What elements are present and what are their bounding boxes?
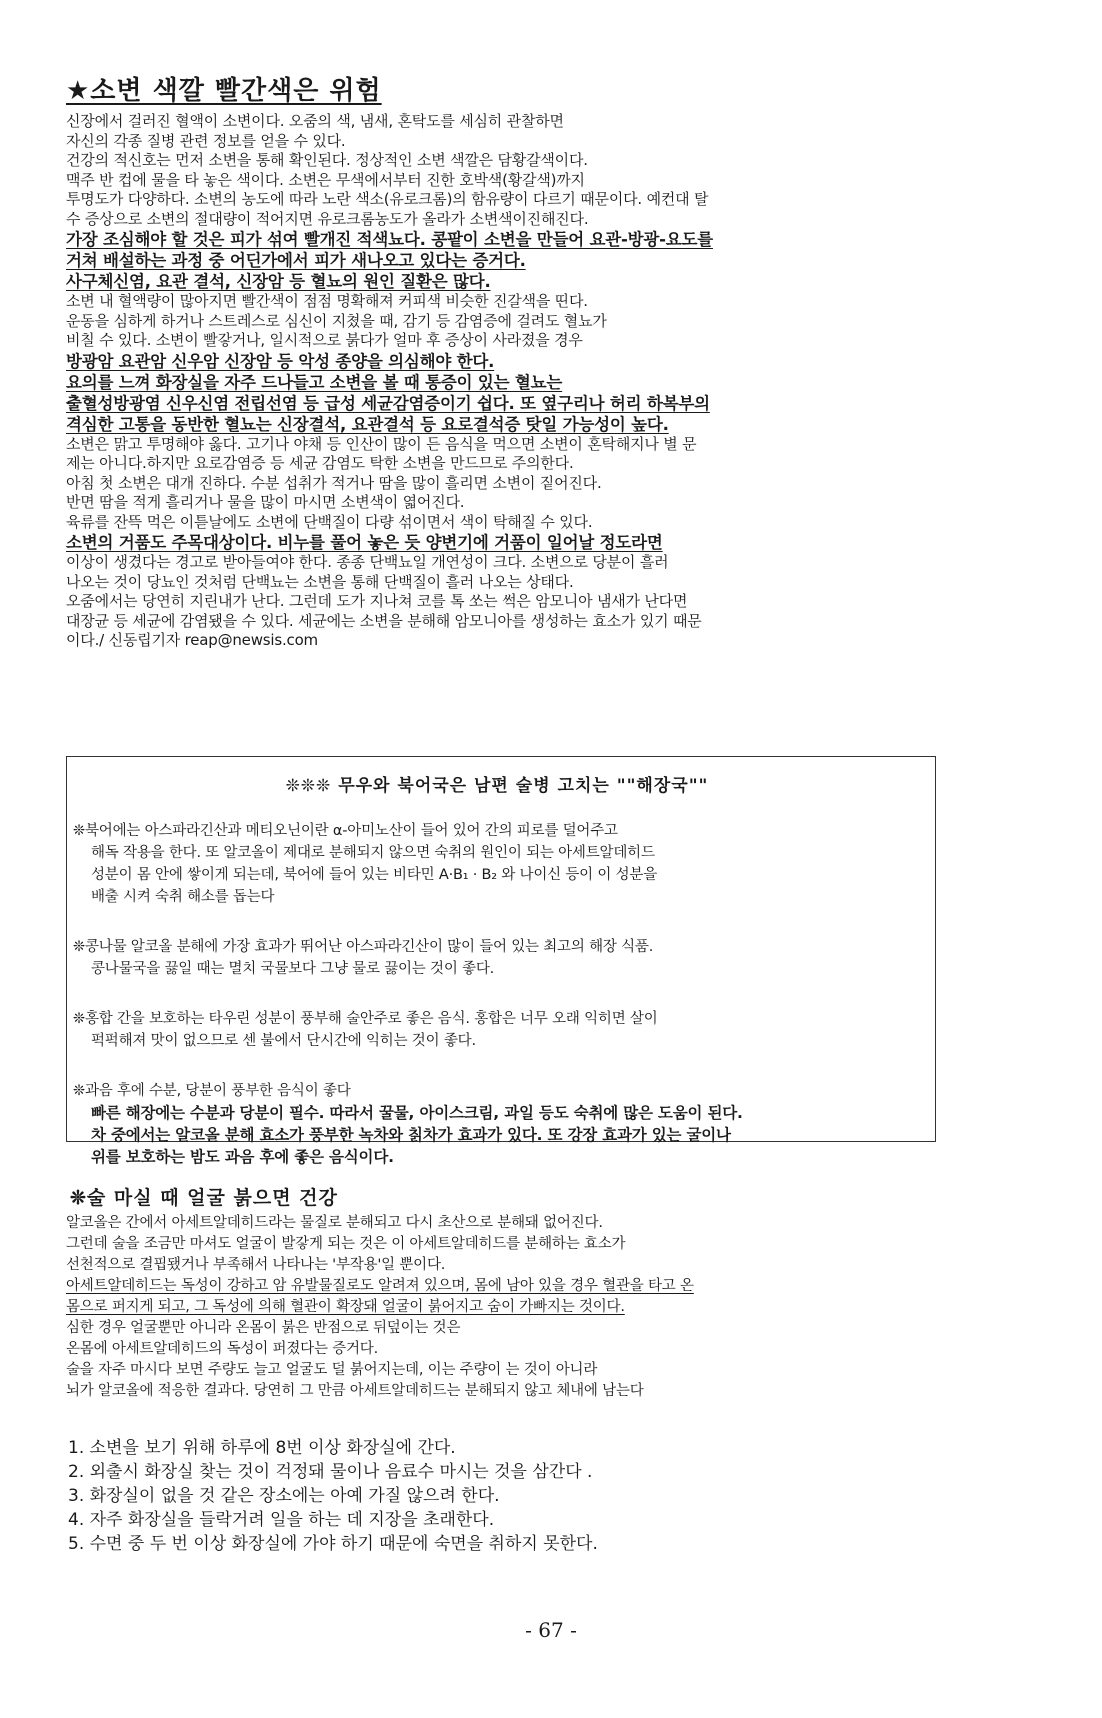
body-line: 맥주 반 컵에 물을 타 놓은 색이다. 소변은 무색에서부터 진한 호박색(황갈색)까지 [66,170,585,189]
box-item-bugeo [73,820,921,908]
box-title: ❊❊❊ 무우와 북어국은 남편 술병 고치는 ""해장국"" [285,776,709,796]
body-line: 소변의 거품도 주목대상이다. 비누를 풀어 놓은 듯 양변기에 거품이 일어날 정도라면 [66,533,663,552]
body-line: 제는 아니다.하지만 요로감염증 등 세균 감염도 탁한 소변을 만드므로 주의한다. [66,454,574,472]
body-line: 가장 조심해야 할 것은 피가 섞여 빨개진 적색뇨다. 콩팥이 소변을 만들어 요관-방광-요도를 [66,230,713,249]
body-line: 나오는 것이 당뇨인 것처럼 단백뇨는 소변을 통해 단백질이 흘러 나오는 상태다. [66,572,574,591]
body-line: 수 증상으로 소변의 절대량이 적어지면 유로크롬농도가 올라가 소변색이진해진다. [66,209,589,228]
body-line: 술을 자주 마시다 보면 주량도 늘고 얼굴도 덜 붉어지는데, 이는 주량이 는 것이 아니라 [66,1362,598,1378]
body-line: 신장에서 걸러진 혈액이 소변이다. 오줌의 색, 냄새, 혼탁도를 세심히 관찰하면 [66,112,564,130]
body-line: 사구체신염, 요관 결석, 신장암 등 혈뇨의 원인 질환은 많다. [66,272,491,291]
box-item-line: 빠른 해장에는 수분과 당분이 필수. 따라서 꿀물, 아이스크림, 과일 등도 숙취에 많은 도움이 된다. [91,1104,743,1122]
list-item: 2. 외출시 화장실 찾는 것이 걱정돼 물이나 음료수 마시는 것을 삼간다 . [68,1462,593,1482]
checklist [68,1436,598,1556]
body-line: 아침 첫 소변은 대개 진하다. 수분 섭취가 적거나 땀을 많이 흘리면 소변이 짙어진다. [66,473,602,492]
body-line: 출혈성방광염 신우신염 전립선염 등 급성 세균감염증이기 쉽다. 또 옆구리나 허리 하복부의 [66,393,710,413]
body-line: 아세트알데히드는 독성이 강하고 암 유발물질로도 알려져 있으며, 몸에 남아 있을 경우 혈관을 타고 온 [66,1278,694,1294]
body-line: 이상이 생겼다는 경고로 받아들여야 한다. 종종 단백뇨일 개연성이 크다. 소변으로 당분이 흘러 [66,553,669,571]
box-item-line: 해독 작용을 한다. 또 알코올이 제대로 분해되지 않으면 숙취의 원인이 되는 아세트알데히드 [91,845,655,861]
byline-email-link[interactable]: 이다./ 신동립기자 reap@newsis.com [66,631,318,649]
body-line: 대장균 등 세균에 감염됐을 수 있다. 세균에는 소변을 분해해 암모니아를 생성하는 효소가 있기 때문 [66,611,702,630]
box-item-line: 성분이 몸 안에 쌓이게 되는데, 북어에 들어 있는 비타민 A·B₁ · B₂ 와 나이신 등이 이 성분을 [91,867,658,883]
article-title: ❊술 마실 때 얼굴 붉으면 건강 [70,1187,338,1209]
body-line: 운동을 심하게 하거나 스트레스로 심신이 지쳤을 때, 감기 등 감염증에 걸려도 혈뇨가 [66,311,607,330]
body-line: 건강의 적신호는 먼저 소변을 통해 확인된다. 정상적인 소변 색깔은 담황갈색이다. [66,151,588,169]
body-line: 비칠 수 있다. 소변이 빨갛거나, 일시적으로 붉다가 얼마 후 증상이 사라졌을 경우 [66,331,583,349]
box-item-line: 퍽퍽해져 맛이 없으므로 센 불에서 단시간에 익히는 것이 좋다. [91,1033,476,1049]
box-item-heading: ❊북어에는 아스파라긴산과 메티오닌이란 α-아미노산이 들어 있어 간의 피로를 덜어주고 [73,823,618,839]
article-title: ★소변 색깔 빨간색은 위험 [66,76,382,106]
body-line: 격심한 고통을 동반한 혈뇨는 신장결석, 요관결석 등 요로결석증 탓일 가능성이 높다. [66,414,669,434]
box-item-kongnamul [73,936,921,980]
body-line: 자신의 각종 질병 관련 정보를 얻을 수 있다. [66,131,346,150]
body-line: 거쳐 배설하는 과정 중 어딘가에서 피가 새나오고 있다는 증거다. [66,251,526,270]
box-item-heading: ❊과음 후에 수분, 당분이 풍부한 음식이 좋다 [73,1083,351,1099]
body-line: 반면 땀을 적게 흘리거나 물을 많이 마시면 소변색이 엷어진다. [66,493,465,511]
hangover-soup-box [66,756,936,1166]
page-number: - 67 - [525,1618,577,1642]
urine-color-article [66,70,956,651]
body-line: 선천적으로 결핍됐거나 부족해서 나타나는 '부작용'일 뿐이다. [66,1257,446,1273]
list-item: 1. 소변을 보기 위해 하루에 8번 이상 화장실에 간다. [68,1438,456,1458]
body-line: 그런데 술을 조금만 마셔도 얼굴이 발갛게 되는 것은 이 아세트알데히드를 분해하는 효소가 [66,1236,626,1252]
list-item: 3. 화장실이 없을 것 같은 장소에는 아예 가질 않으려 한다. [68,1486,500,1506]
body-line: 뇌가 알코올에 적응한 결과다. 당연히 그 만큼 아세트알데히드는 분해되지 않고 체내에 남는다 [66,1383,644,1399]
body-line: 육류를 잔뜩 먹은 이튿날에도 소변에 단백질이 다량 섞이면서 색이 탁해질 수 있다. [66,512,593,531]
box-item-line: 위를 보호하는 밤도 과음 후에 좋은 음식이다. [91,1148,394,1166]
box-item-after-drinking [73,1080,921,1168]
box-item-line: 차 중에서는 알코올 분해 효소가 풍부한 녹차와 칡차가 효과가 있다. 또 강장 효과가 있는 굴이나 [91,1126,731,1144]
body-line: 소변 내 혈액량이 많아지면 빨간색이 점점 명확해져 커피색 비슷한 진갈색을 띤다. [66,292,588,310]
box-item-line: 배출 시켜 숙취 해소를 돕는다 [91,889,275,905]
box-item-line: 콩나물국을 끓일 때는 멸치 국물보다 그냥 물로 끓이는 것이 좋다. [91,961,495,977]
body-line: 방광암 요관암 신우암 신장암 등 악성 종양을 의심해야 한다. [66,351,495,371]
list-item: 5. 수면 중 두 번 이상 화장실에 가야 하기 때문에 숙면을 취하지 못한다. [68,1534,598,1554]
box-item-heading: ❊콩나물 알코올 분해에 가장 효과가 뛰어난 아스파라긴산이 많이 들어 있는 최고의 해장 식품. [73,939,654,955]
face-flush-article [66,1183,956,1402]
body-line: 몸으로 퍼지게 되고, 그 독성에 의해 혈관이 확장돼 얼굴이 붉어지고 숨이 가빠지는 것이다. [66,1299,625,1315]
body-line: 심한 경우 얼굴뿐만 아니라 온몸이 붉은 반점으로 뒤덮이는 것은 [66,1320,461,1336]
body-line: 소변은 맑고 투명해야 옳다. 고기나 야채 등 인산이 많이 든 음식을 먹으면 소변이 혼탁해지나 별 문 [66,434,697,453]
box-item-honghap [73,1008,921,1052]
body-line: 오줌에서는 당연히 지린내가 난다. 그런데 도가 지나쳐 코를 톡 쏘는 썩은 암모니아 냄새가 난다면 [66,592,688,610]
body-line: 알코올은 간에서 아세트알데히드라는 물질로 분해되고 다시 초산으로 분해돼 없어진다. [66,1215,603,1231]
article-body [66,112,956,651]
body-line: 요의를 느껴 화장실을 자주 드나들고 소변을 볼 때 통증이 있는 혈뇨는 [66,372,563,392]
body-line: 온몸에 아세트알데히드의 독성이 퍼졌다는 증거다. [66,1341,378,1357]
box-item-heading: ❊홍합 간을 보호하는 타우린 성분이 풍부해 술안주로 좋은 음식. 홍합은 너무 오래 익히면 살이 [73,1011,658,1027]
body-line: 투명도가 다양하다. 소변의 농도에 따라 노란 색소(유로크롬)의 함유량이 다르기 때문이다. 예컨대 탈 [66,190,709,208]
list-item: 4. 자주 화장실을 들락거려 일을 하는 데 지장을 초래한다. [68,1510,495,1530]
